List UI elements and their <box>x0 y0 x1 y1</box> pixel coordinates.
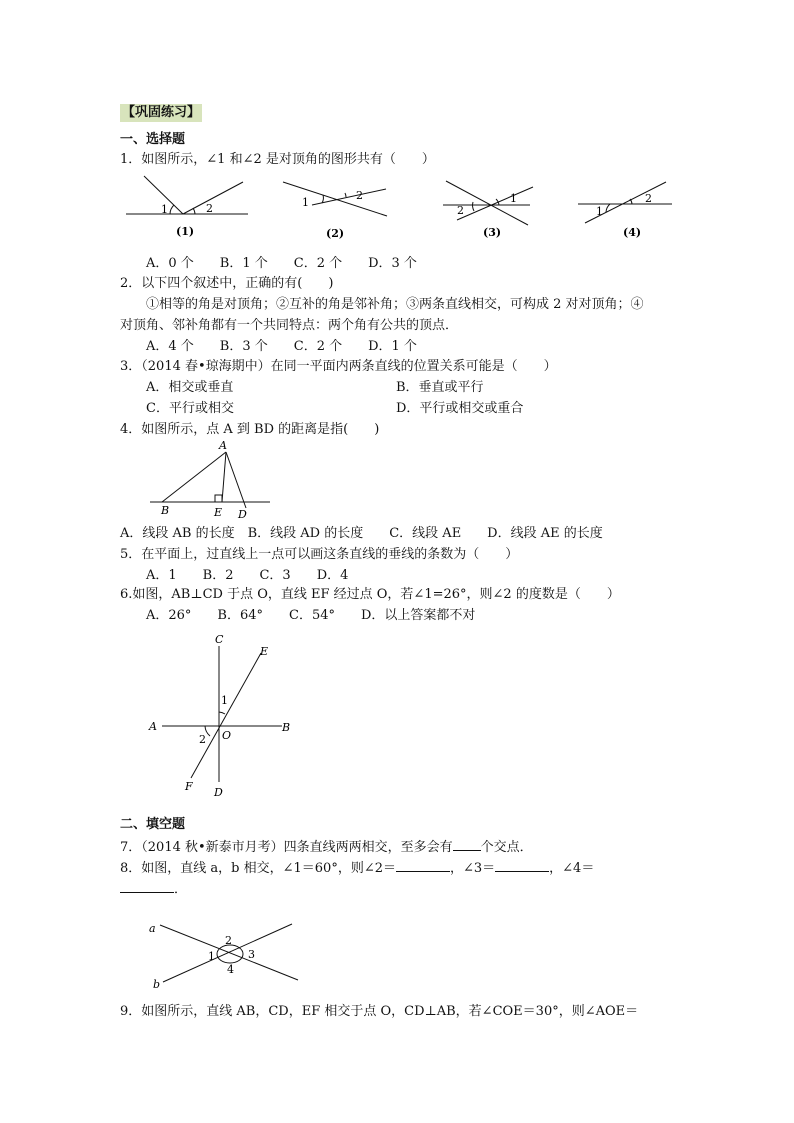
q6-label-1: 1 <box>221 694 228 707</box>
q7-after: 个交点． <box>480 840 533 855</box>
q7-line <box>120 838 533 856</box>
q2-options: A．4 个 B．3 个 C．2 个 D．1 个 <box>146 339 417 354</box>
q1-stem: 1．如图所示，∠1 和∠2 是对顶角的图形共有（ ） <box>120 152 435 167</box>
q5-options: A．1 B．2 C．3 D．4 <box>146 568 349 583</box>
q3-stem: 3．（2014 春•琼海期中）在同一平面内两条直线的位置关系可能是（ ） <box>120 359 557 374</box>
q1-fig-caption-4: (4) <box>623 226 642 239</box>
q8-figure <box>149 922 298 991</box>
q8-mid1: ，∠3＝ <box>449 861 496 876</box>
q8-label-4: 4 <box>227 963 234 976</box>
q8-blank-4[interactable] <box>120 880 174 893</box>
q8-line2 <box>120 880 187 898</box>
q3-option-a: A．相交或垂直 <box>146 380 234 395</box>
q8-before: 8．如图，直线 a，b 相交，∠1＝60°，则∠2＝ <box>120 861 396 876</box>
q8-label-3: 3 <box>248 948 255 961</box>
q7-before: 7．（2014 秋•新泰市月考）四条直线两两相交，至多会有 <box>120 840 453 855</box>
q8-label-b: b <box>153 978 161 991</box>
q5-stem: 5．在平面上，过直线上一点可以画这条直线的垂线的条数为（ ） <box>120 547 519 562</box>
q1f1-label-1: 1 <box>161 203 168 216</box>
q2-stem: 2．以下四个叙述中，正确的有( ) <box>120 276 334 291</box>
q4-label-b: B <box>161 504 170 517</box>
q1-fig-caption-2: (2) <box>326 227 345 240</box>
q6-label-d: D <box>214 786 223 799</box>
q6-label-f: F <box>185 780 193 793</box>
q9-stem: 9．如图所示，直线 AB，CD，EF 相交于点 O，CD⊥AB，若∠COE＝30°，则∠AOE＝ <box>120 1004 639 1019</box>
q6-options: A．26° B．64° C．54° D．以上答案都不对 <box>146 608 476 623</box>
q4-label-d: D <box>238 508 247 521</box>
q2-line2: 对顶角、邻补角都有一个共同特点：两个角有公共的顶点． <box>120 318 459 333</box>
q1-options: A．0 个 B．1 个 C．2 个 D．3 个 <box>146 256 417 271</box>
q1f1-label-2: 2 <box>206 202 213 215</box>
part2-title: 二、填空题 <box>120 817 186 832</box>
q6-label-2: 2 <box>199 733 206 746</box>
q8-label-1: 1 <box>208 950 215 963</box>
q6-label-e: E <box>260 645 269 658</box>
q1f4-label-1: 1 <box>596 205 603 218</box>
q4-figure <box>150 439 270 521</box>
q1f4-label-2: 2 <box>645 192 652 205</box>
q4-stem: 4．如图所示，点 A 到 BD 的距离是指( ) <box>120 422 380 437</box>
q7-blank[interactable] <box>453 838 481 851</box>
q8-blank-2[interactable] <box>396 859 450 872</box>
q1-fig-caption-1: (1) <box>176 225 195 238</box>
q6-label-c: C <box>215 633 224 646</box>
q8-end: ． <box>174 882 188 897</box>
q4-label-a: A <box>219 439 227 452</box>
q8-mid2: ，∠4＝ <box>549 861 595 876</box>
q1f2-label-1: 1 <box>302 196 309 209</box>
q4-label-e: E <box>214 506 223 519</box>
q2-line1: ①相等的角是对顶角；②互补的角是邻补角；③两条直线相交，可构成 2 对对顶角；④ <box>146 297 644 312</box>
q1-fig-caption-3: (3) <box>483 226 502 239</box>
q8-blank-3[interactable] <box>495 859 549 872</box>
q8-line <box>120 859 594 877</box>
q6-label-b: B <box>282 721 291 734</box>
q6-stem: 6.如图，AB⊥CD 于点 O，直线 EF 经过点 O，若∠1=26°，则∠2 的度数是（ ） <box>120 587 620 602</box>
q1f3-label-1: 1 <box>510 192 517 205</box>
q3-option-b: B．垂直或平行 <box>396 380 484 395</box>
q3-option-c: C．平行或相交 <box>146 401 234 416</box>
part1-title: 一、选择题 <box>120 132 186 147</box>
q6-label-o: O <box>222 729 232 742</box>
q3-option-d: D．平行或相交或重合 <box>396 401 524 416</box>
section-badge: 【巩固练习】 <box>122 105 201 120</box>
q6-label-a: A <box>149 720 157 733</box>
q1f2-label-2: 2 <box>356 189 363 202</box>
q1f3-label-2: 2 <box>457 204 464 217</box>
q4-options: A．线段 AB 的长度 B．线段 AD 的长度 C．线段 AE D．线段 AE 的长度 <box>120 526 603 541</box>
q8-label-a: a <box>149 922 156 935</box>
q6-figure <box>148 633 290 799</box>
q8-label-2: 2 <box>225 934 232 947</box>
